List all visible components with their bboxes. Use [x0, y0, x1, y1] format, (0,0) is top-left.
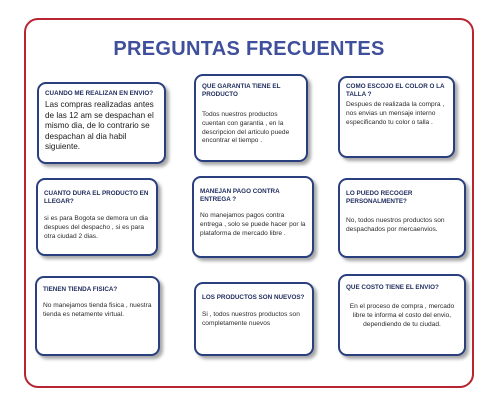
faq-answer: Todos nuestros productos cuentan con garantia , en la descripcion del articulo puede encontrar el tiempo . [202, 110, 290, 145]
faq-answer: No manejamos tienda fisica , nuestra tienda es netamente virtual. [43, 301, 152, 318]
faq-question: TIENEN TIENDA FISICA? [43, 286, 118, 293]
faq-answer: No, todos nuestros productos son despachados por mercaenvios. [346, 216, 445, 233]
faq-card-garantia [194, 74, 308, 162]
faq-card-duracion [36, 178, 158, 256]
faq-card-contraentrega [192, 176, 314, 258]
faq-answer: En el proceso de compra , mercado libre te informa el costo del envio, dependiendo de tu ciudad. [349, 302, 455, 328]
faq-card-recoger [338, 178, 466, 258]
faq-card-nuevos [194, 282, 314, 356]
faq-card-costo-envio [338, 274, 466, 356]
faq-answer: Las compras realizadas antes de las 12 am se despachan el mismo dia, de lo contrario se despachan al dia habil siguiente. [45, 99, 154, 152]
faq-answer: Si , todos nuestros productos son completamente nuevos [202, 310, 300, 327]
faq-answer: Despues de realizada la compra , nos envias un mensaje interno especificando tu color o talla . [346, 100, 445, 126]
faq-question: MANEJAN PAGO CONTRA ENTREGA ? [200, 188, 280, 203]
faq-question: CUANDO ME REALIZAN EN ENVIO? [45, 90, 154, 97]
faq-card-envio [37, 82, 166, 164]
faq-question: QUE COSTO TIENE EL ENVIO? [346, 284, 439, 291]
faq-answer: No manejamos pagos contra entrega , solo se puede hacer por la plataforma de mercado libre . [200, 211, 306, 237]
faq-question: LO PUEDO RECOGER PERSONALMENTE? [346, 190, 413, 205]
faq-question: QUE GARANTIA TIENE EL PRODUCTO [202, 83, 281, 98]
faq-question: LOS PRODUCTOS SON NUEVOS? [202, 294, 305, 301]
faq-question: COMO ESCOJO EL COLOR O LA TALLA ? [346, 83, 445, 98]
faq-question: CUANTO DURA EL PRODUCTO EN LLEGAR? [44, 190, 149, 205]
faq-answer: si es para Bogota se demora un dia despues del despacho , si es para otra ciudad 2 dias. [44, 214, 149, 240]
page-title: PREGUNTAS FRECUENTES [113, 38, 385, 60]
faq-card-color [338, 76, 455, 158]
faq-card-tienda [35, 276, 160, 356]
